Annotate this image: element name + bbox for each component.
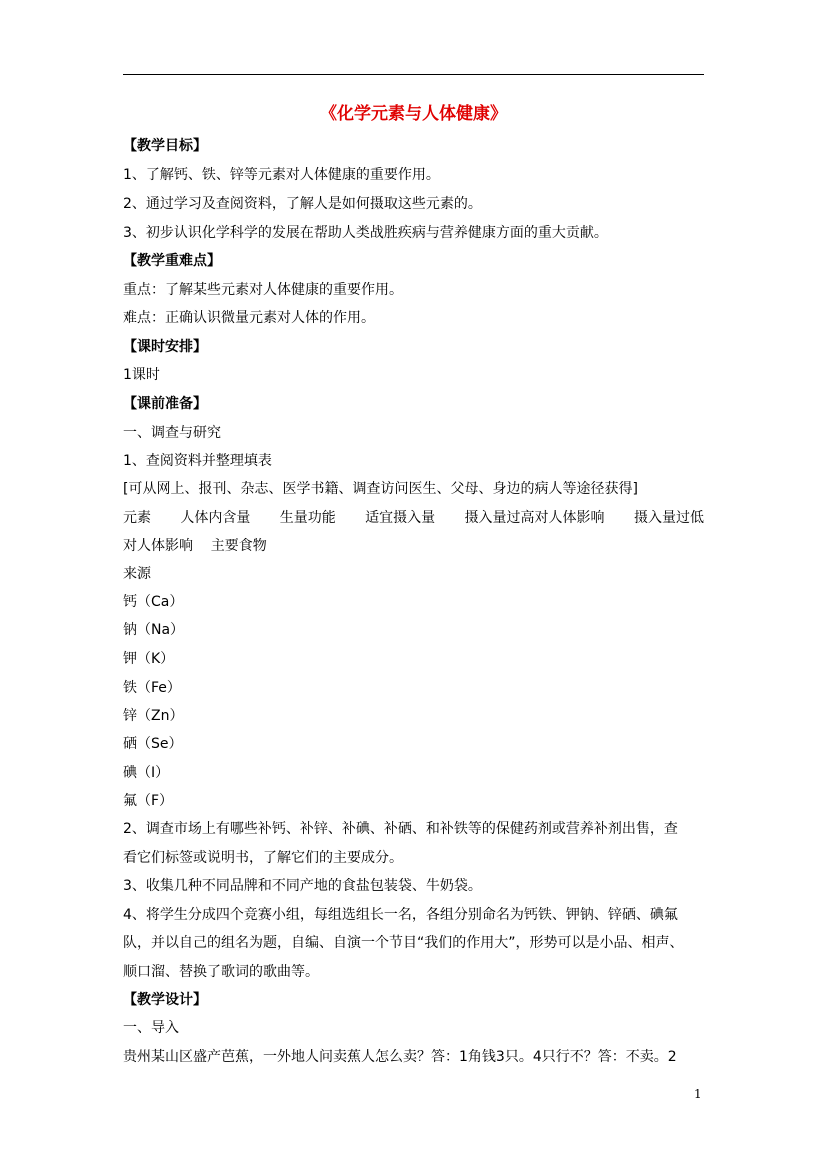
table-header-cell: 摄入量过低: [633, 510, 704, 526]
element-row: 钙（Ca）: [123, 594, 184, 610]
element-row: 钾（K）: [123, 651, 175, 667]
schedule-text: 1课时: [123, 367, 160, 383]
design-header: 【教学设计】: [123, 992, 207, 1008]
element-row: 氟（F）: [123, 793, 174, 809]
page-number: 1: [694, 1087, 702, 1101]
prep-item: 3、收集几种不同品牌和不同产地的食盐包装袋、牛奶袋。: [123, 878, 482, 894]
table-header-cell: 人体内含量: [180, 510, 251, 526]
element-row: 碘（I）: [123, 765, 170, 781]
difficulty-header: 【教学重难点】: [123, 253, 221, 269]
prep-header: 【课前准备】: [123, 396, 207, 412]
prep-item: 2、调查市场上有哪些补钙、补锌、补碘、补硒、和补铁等的保健药剂或营养补剂出售，查: [123, 821, 678, 837]
document-title: 《化学元素与人体健康》: [320, 104, 507, 124]
schedule-header: 【课时安排】: [123, 339, 207, 355]
table-header-row: [123, 507, 704, 529]
goal-item: 2、通过学习及查阅资料，了解人是如何摄取这些元素的。: [123, 196, 482, 212]
prep-item-continued: 看它们标签或说明书，了解它们的主要成分。: [123, 850, 403, 866]
table-header-cell: 摄入量过高对人体影响: [464, 510, 605, 526]
element-row: 硒（Se）: [123, 736, 183, 752]
table-header-continued: 来源: [123, 566, 151, 582]
key-point: 重点：了解某些元素对人体健康的重要作用。: [123, 282, 403, 298]
table-header-continued: 对人体影响 主要食物: [123, 538, 267, 554]
table-header-cell: 元素: [123, 510, 151, 526]
prep-subheading: 一、调查与研究: [123, 425, 221, 441]
design-paragraph: 贵州某山区盛产芭蕉，一外地人问卖蕉人怎么卖？答：1角钱3只。4只行不？答：不卖。2: [123, 1049, 677, 1065]
prep-item-continued: 队，并以自己的组名为题，自编、自演一个节目“我们的作用大”，形势可以是小品、相声、: [123, 935, 684, 951]
goals-header: 【教学目标】: [123, 138, 207, 154]
prep-item: 4、将学生分成四个竞赛小组，每组选组长一名，各组分别命名为钙铁、钾钠、锌硒、碘氟: [123, 907, 678, 923]
element-row: 铁（Fe）: [123, 680, 181, 696]
difficult-point: 难点：正确认识微量元素对人体的作用。: [123, 310, 375, 326]
element-row: 锌（Zn）: [123, 708, 184, 724]
prep-item: 1、查阅资料并整理填表: [123, 453, 272, 469]
prep-item-continued: 顺口溜、替换了歌词的歌曲等。: [123, 964, 319, 980]
prep-note: [可从网上、报刊、杂志、医学书籍、调查访问医生、父母、身边的病人等途径获得]: [123, 481, 638, 497]
table-header-cell: 适宜摄入量: [365, 510, 436, 526]
element-row: 钠（Na）: [123, 622, 185, 638]
header-rule: [123, 74, 704, 75]
goal-item: 3、初步认识化学科学的发展在帮助人类战胜疾病与营养健康方面的重大贡献。: [123, 225, 608, 241]
table-header-cell: 生量功能: [279, 510, 336, 526]
design-subheading: 一、导入: [123, 1020, 179, 1036]
goal-item: 1、了解钙、铁、锌等元素对人体健康的重要作用。: [123, 167, 440, 183]
